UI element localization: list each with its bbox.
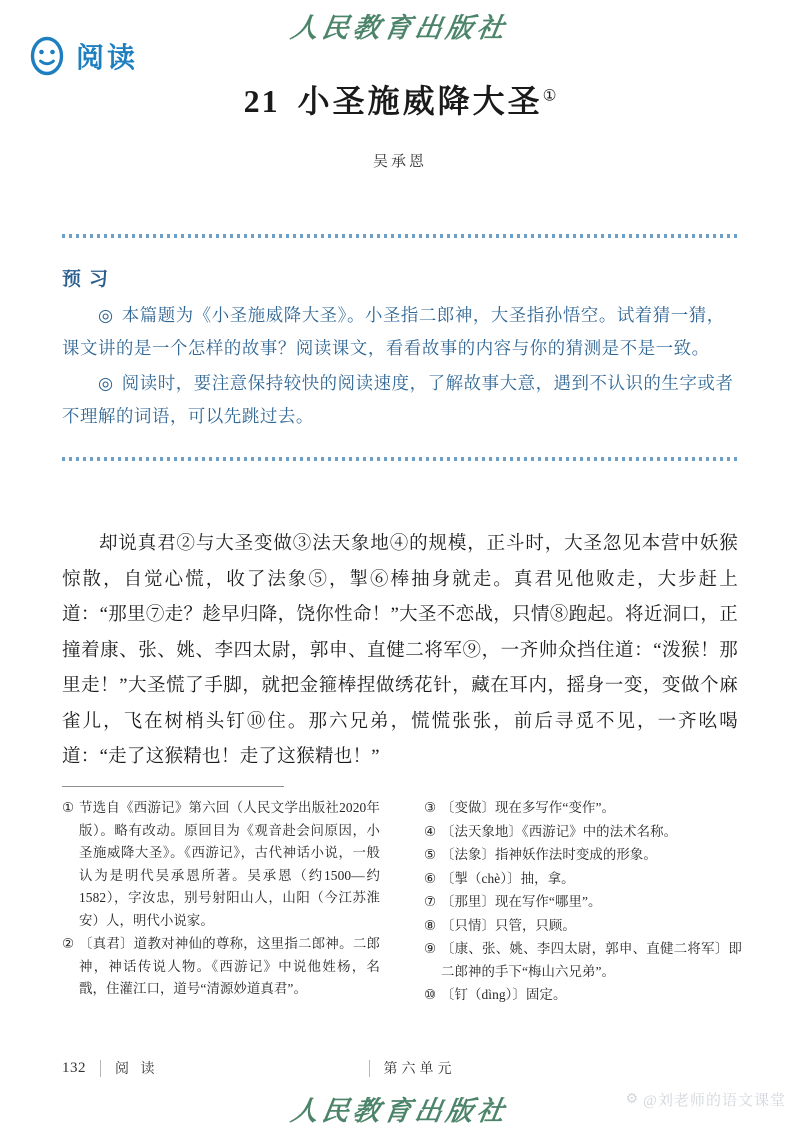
footnote-text: 〔钉（dìng）〕固定。 xyxy=(441,987,567,1002)
footnote-item xyxy=(424,915,742,938)
footnote-marker: ④ xyxy=(424,823,437,839)
watermark-text: @刘老师的语文课堂 xyxy=(643,1093,786,1109)
footnote-item xyxy=(424,821,742,844)
author-name: 吴承恩 xyxy=(372,154,427,170)
footnote-text: 〔法象〕指神妖作法时变成的形象。 xyxy=(441,847,657,862)
page-title xyxy=(0,76,800,122)
footnote-marker: ⑤ xyxy=(424,847,437,862)
footnote-separator xyxy=(62,786,284,787)
page-number: 132 xyxy=(62,1059,86,1076)
footnote-marker: ① xyxy=(62,800,75,815)
footnote-text: 〔掣（chè）〕抽，拿。 xyxy=(441,870,575,886)
page-footer xyxy=(62,1058,738,1078)
footer-unit-label: 第六单元 xyxy=(383,1062,456,1077)
preview-heading: 预习 xyxy=(62,269,117,290)
footer-divider xyxy=(369,1060,370,1077)
footnote-columns xyxy=(62,797,742,1008)
footnote-text: 〔真君〕道教对神仙的尊称，这里指二郎神。二郎神，神话传说人物。《西游记》中说他姓杨，名戬，住灌江口，道号“清源妙道真君”。 xyxy=(79,936,380,996)
footer-section-label: 阅 读 xyxy=(115,1062,159,1077)
title-text: 小圣施威降大圣 xyxy=(297,83,543,119)
footnote-item xyxy=(424,797,742,820)
footnote-column-left xyxy=(62,797,380,1008)
footnote-text: 〔只情〕只管，只顾。 xyxy=(441,917,576,933)
baidu-paw-icon: ⚙ xyxy=(625,1092,640,1107)
footnote-column-right xyxy=(424,797,742,1008)
watermark xyxy=(626,1089,786,1110)
preview-item xyxy=(62,299,738,365)
footnote-marker: ⑨ xyxy=(424,941,437,956)
preview-bullet-icon: ◎ xyxy=(98,305,114,325)
footnote-item xyxy=(62,933,380,1001)
preview-bullet-icon: ◎ xyxy=(98,373,114,393)
preview-items xyxy=(62,299,738,433)
preview-item-text: 阅读时，要注意保持较快的阅读速度，了解故事大意，遇到不认识的生字或者不理解的词语，可以先跳过去。 xyxy=(62,373,734,426)
footnote-item xyxy=(424,938,742,983)
footnote-marker: ③ xyxy=(424,800,437,815)
publisher-logo-bottom: 人民教育出版社 xyxy=(288,1096,511,1126)
footnote-marker: ⑦ xyxy=(424,894,437,909)
footnote-text: 〔康、张、姚、李四太尉，郭申、直健二将军〕即二郎神的手下“梅山六兄弟”。 xyxy=(441,941,742,979)
section-badge-label: 阅读 xyxy=(76,43,139,74)
preview-top-divider xyxy=(62,234,738,238)
footnote-item xyxy=(424,868,742,891)
footnote-item xyxy=(424,891,742,914)
footnote-marker: ⑧ xyxy=(424,917,437,933)
footnote-item xyxy=(62,797,380,932)
title-number: 21 xyxy=(243,83,280,119)
footnote-marker: ⑥ xyxy=(424,870,437,886)
preview-item xyxy=(62,367,738,433)
footer-divider xyxy=(100,1060,101,1077)
preview-section xyxy=(62,234,738,461)
smiley-face-icon xyxy=(30,36,64,76)
preview-bottom-divider xyxy=(62,457,738,461)
footnote-text: 〔那里〕现在写作“哪里”。 xyxy=(441,894,602,909)
preview-item-text: 本篇题为《小圣施威降大圣》。小圣指二郎神，大圣指孙悟空。试着猜一猜，课文讲的是一个怎样的故事？阅读课文，看看故事的内容与你的猜测是不是一致。 xyxy=(62,305,725,358)
footnote-item xyxy=(424,844,742,867)
footnote-text: 节选自《西游记》第六回（人民文学出版社2020年版）。略有改动。原回目为《观音赴会问原因，小圣施威降大圣》。《西游记》，古代神话小说，一般认为是明代吴承恩所著。吴承恩（约1500—约1582），字汝忠，别号射阳山人，山阳（今江苏淮安）人，明代小说家。 xyxy=(79,800,380,928)
publisher-logo-top: 人民教育出版社 xyxy=(288,13,511,43)
footnote-text: 〔法天象地〕《西游记》中的法术名称。 xyxy=(441,823,678,839)
footnote-marker: ⑩ xyxy=(424,987,437,1002)
footnote-item xyxy=(424,984,742,1007)
footnote-text: 〔变做〕现在多写作“变作”。 xyxy=(441,800,615,815)
title-footnote-marker: ① xyxy=(542,87,557,105)
section-badge xyxy=(30,36,138,76)
footnote-marker: ② xyxy=(62,936,75,951)
lesson-body-text: 却说真君②与大圣变做③法天象地④的规模，正斗时，大圣忽见本营中妖猴惊散，自觉心慌，收了法象⑤，掣⑥棒抽身就走。真君见他败走，大步赶上道：“那里⑦走？趁早归降，饶你性命！”大圣不恋战，只情⑧跑起。将近洞口，正撞着康、张、姚、李四太尉，郭申、直健二将军⑨，一齐帅众挡住道：“泼猴！那里走！”大圣慌了手脚，就把金箍棒捏做绣花针，藏在耳内，摇身一变，变做个麻雀儿，飞在树梢头钉⑩住。那六兄弟，慌慌张张，前后寻觅不见，一齐吆喝道：“走了这猴精也！走了这猴精也！” xyxy=(62,534,738,767)
